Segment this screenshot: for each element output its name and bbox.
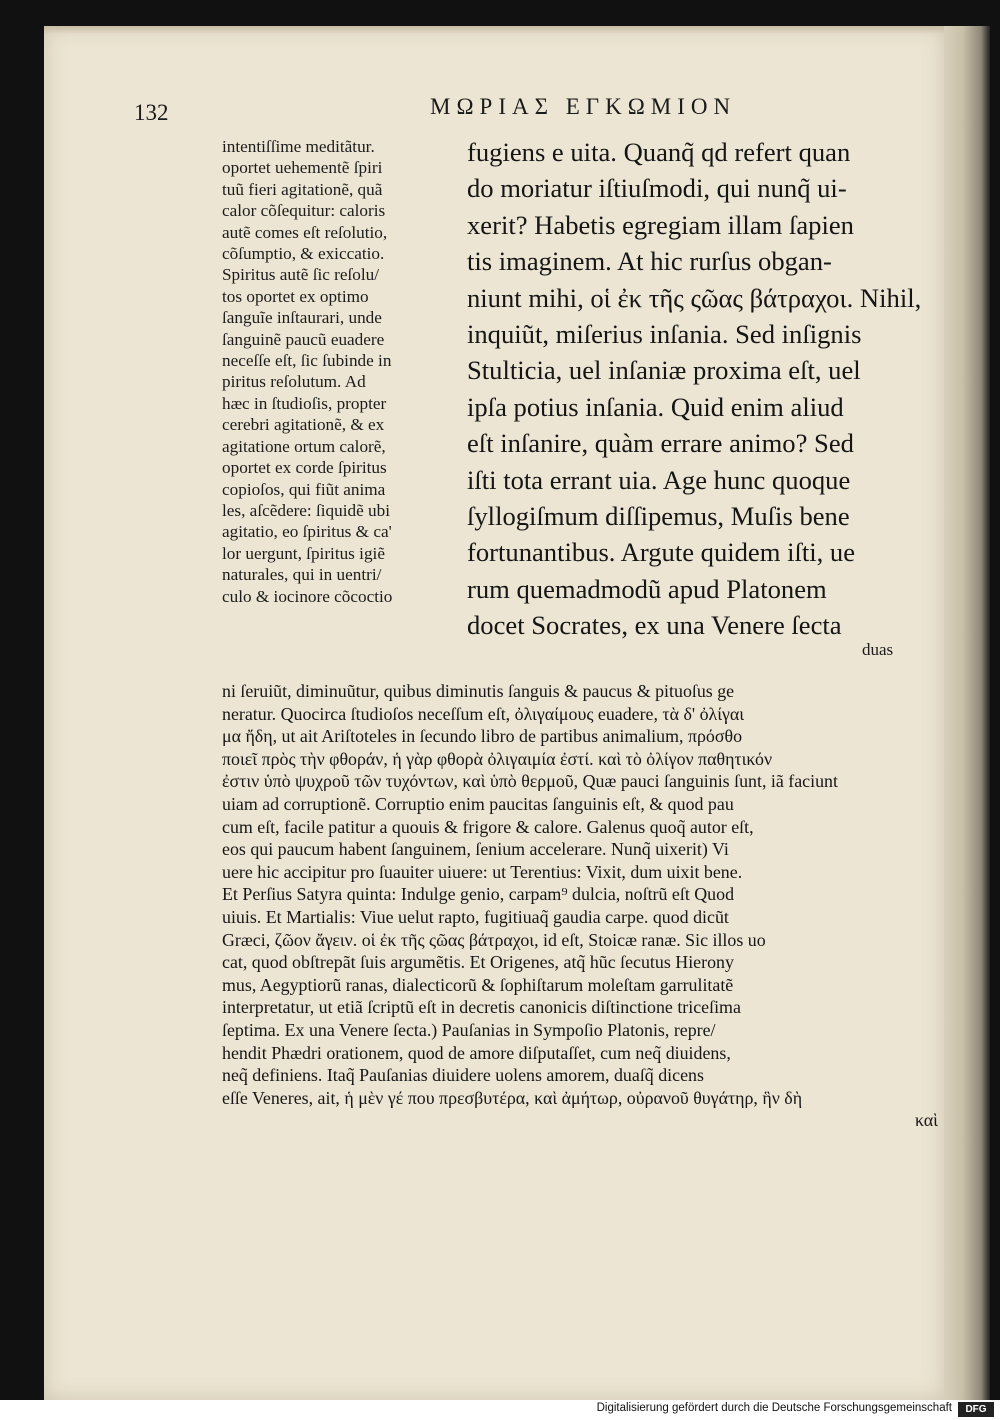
running-head: ΜΩΡΙΑΣ ΕΓΚΩΜΙΟΝ: [430, 94, 737, 119]
main-line: docet Socrates, ex una Venere ſecta: [467, 610, 842, 641]
side-line: Spiritus autẽ ſic reſolu/: [222, 265, 380, 285]
text-line: ſeptima. Ex una Venere ſecta.) Pauſanias in Sympoſio Platonis, repre/: [222, 1019, 716, 1040]
side-line: copioſos, qui fiũt anima: [222, 479, 386, 499]
text-line: eſſe Veneres, ait, ἡ μὲν γέ που πρεσβυτέρα, καὶ ἀμήτωρ, οὐρανοῦ θυγάτηρ, ἣν δὴ: [222, 1087, 803, 1108]
main-line: niunt mihi, οἱ ἐκ τῆς ςῶας βάτραχοι. Nihil,: [467, 282, 922, 313]
main-line: fugiens e uita. Quanq̃ qd refert quan: [467, 137, 851, 167]
main-line: inquiũt, miſerius inſania. Sed inſignis: [467, 319, 862, 350]
side-line: lor uergunt, ſpiritus igiẽ: [222, 543, 385, 563]
main-line: ſyllogiſmum diſſipemus, Muſis bene: [467, 501, 850, 532]
side-line: cõſumptio, & exiccatio.: [222, 244, 385, 264]
dfg-logo-icon: DFG: [958, 1402, 994, 1417]
main-line: rum quemadmodũ apud Platonem: [467, 573, 827, 604]
text-line: neq̃ definiens. Itaq̃ Pauſanias diuidere uolens amorem, duaſq̃ dicens: [222, 1065, 704, 1086]
side-line: oportet uehementẽ ſpiri: [222, 158, 383, 178]
text-line: hendit Phædri orationem, quod de amore diſputaſſet, cum neq̃ diuidens,: [222, 1042, 731, 1063]
text-line: uere hic accipitur pro ſuauiter uiuere: ut Terentius: Vixit, dum uixit bene.: [222, 861, 743, 882]
text-line: neratur. Quocirca ſtudioſos neceſſum eſt, ὀλιγαίμους euadere, τὰ δ' ὀλίγαι: [222, 703, 745, 724]
page-edge: [944, 26, 990, 1400]
side-line: tuũ fieri agitationẽ, quã: [222, 179, 383, 199]
side-line: neceſſe eſt, ſic ſubinde in: [222, 351, 392, 371]
text-line: uiam ad corruptionẽ. Corruptio enim paucitas ſanguinis eſt, & quod pau: [222, 793, 734, 814]
main-line: tis imaginem. At hic rurſus obgan-: [467, 246, 832, 277]
text-line: μα ἤδη, ut ait Ariſtoteles in ſecundo libro de partibus animalium, πρόσθο: [222, 726, 743, 747]
text-line: ἐστιν ὑπὸ ψυχροῦ τῶν τυχόντων, καὶ ὑπὸ θερμοῦ, Quæ pauci ſanguinis ſunt, iã faciunt: [222, 771, 838, 792]
side-line: les, aſcẽdere: ſiquidẽ ubi: [222, 500, 390, 520]
side-line: autẽ comes eſt reſolutio,: [222, 222, 388, 242]
main-line: eſt inſanire, quàm errare animo? Sed: [467, 428, 854, 459]
side-line: calor cõſequitur: caloris: [222, 201, 386, 221]
page-top-shadow: [44, 26, 944, 34]
main-line: fortunantibus. Argute quidem iſti, ue: [467, 537, 856, 568]
main-line: Stulticia, uel inſaniæ proxima eſt, uel: [467, 355, 861, 386]
text-line: mus, Aegyptiorũ ranas, dialecticorũ & ſophiſtarum moleſtam garrulitatẽ: [222, 974, 734, 995]
side-line: ſanguĩe inſtaurari, unde: [222, 308, 382, 328]
side-line: naturales, qui in uentri/: [222, 565, 382, 585]
text-line: Græci, ζῶον ἄγειν. οἱ ἐκ τῆς ςῶας βάτραχοι, id eſt, Stoicæ ranæ. Sic illos uo: [222, 929, 766, 950]
main-line: iſti tota errant uia. Age hunc quoque: [467, 464, 851, 495]
page-number: 132: [134, 100, 169, 125]
side-line: hæc in ſtudioſis, propter: [222, 393, 387, 413]
side-line: ſanguinẽ paucũ euadere: [222, 329, 385, 349]
text-line: uiuis. Et Martialis: Viue uelut rapto, fugitiuaq̃ gaudia carpe. quod dicũt: [222, 906, 729, 927]
main-line: do moriatur iſtiuſmodi, qui nunq̃ ui-: [467, 173, 847, 204]
text-line: eos qui paucum habent ſanguinem, ſenium accelerare. Nunq̃ uixerit) Vi: [222, 839, 729, 860]
side-line: agitatio, eo ſpiritus & ca': [222, 522, 392, 542]
main-line: xerit? Habetis egregiam illam ſapien: [467, 209, 854, 240]
side-line: agitatione ortum calorẽ,: [222, 436, 386, 456]
text-line: ποιεῖ πρὸς τὴν φθοράν, ἡ γὰρ φθορὰ ὀλιγαιμία ἐστί. καὶ τὸ ὀλίγον παθητικόν: [222, 748, 773, 769]
footer-credit: Digitalisierung gefördert durch die Deutsche Forschungsgemeinschaft: [596, 1402, 952, 1414]
catchword: duas: [862, 640, 894, 659]
side-column: [222, 136, 462, 607]
side-line: cerebri agitationẽ, & ex: [222, 415, 385, 435]
side-line: culo & iocinore cõcoctio: [222, 586, 393, 606]
text-line: cat, quod obſtrepãt ſuis argumẽtis. Et Origenes, atq̃ hũc ſecutus Hierony: [222, 952, 734, 973]
text-line: Et Perſius Satyra quinta: Indulge genio, carpam⁹ dulcia, noſtrũ eſt Quod: [222, 884, 735, 905]
side-line: tos oportet ex optimo: [222, 286, 369, 306]
full-width-text: [222, 680, 938, 1132]
side-line: intentiſſime meditãtur.: [222, 137, 375, 156]
text-line: cum eſt, facile patitur a quouis & frigore & calore. Galenus quoq̃ autor eſt,: [222, 816, 754, 837]
text-line: interpretatur, ut etiã ſcriptũ eſt in decretis canonicis diſtinctione triceſima: [222, 997, 741, 1018]
main-line: ipſa potius inſania. Quid enim aliud: [467, 391, 844, 422]
text-line: καὶ: [914, 1110, 938, 1131]
side-line: piritus reſolutum. Ad: [222, 372, 366, 392]
text-line: ni ſeruiũt, diminuũtur, quibus diminutis ſanguis & paucus & pituoſus ge: [222, 681, 735, 701]
footer-bar: [0, 1400, 1000, 1420]
main-column: [467, 134, 929, 644]
side-line: oportet ex corde ſpiritus: [222, 458, 387, 478]
